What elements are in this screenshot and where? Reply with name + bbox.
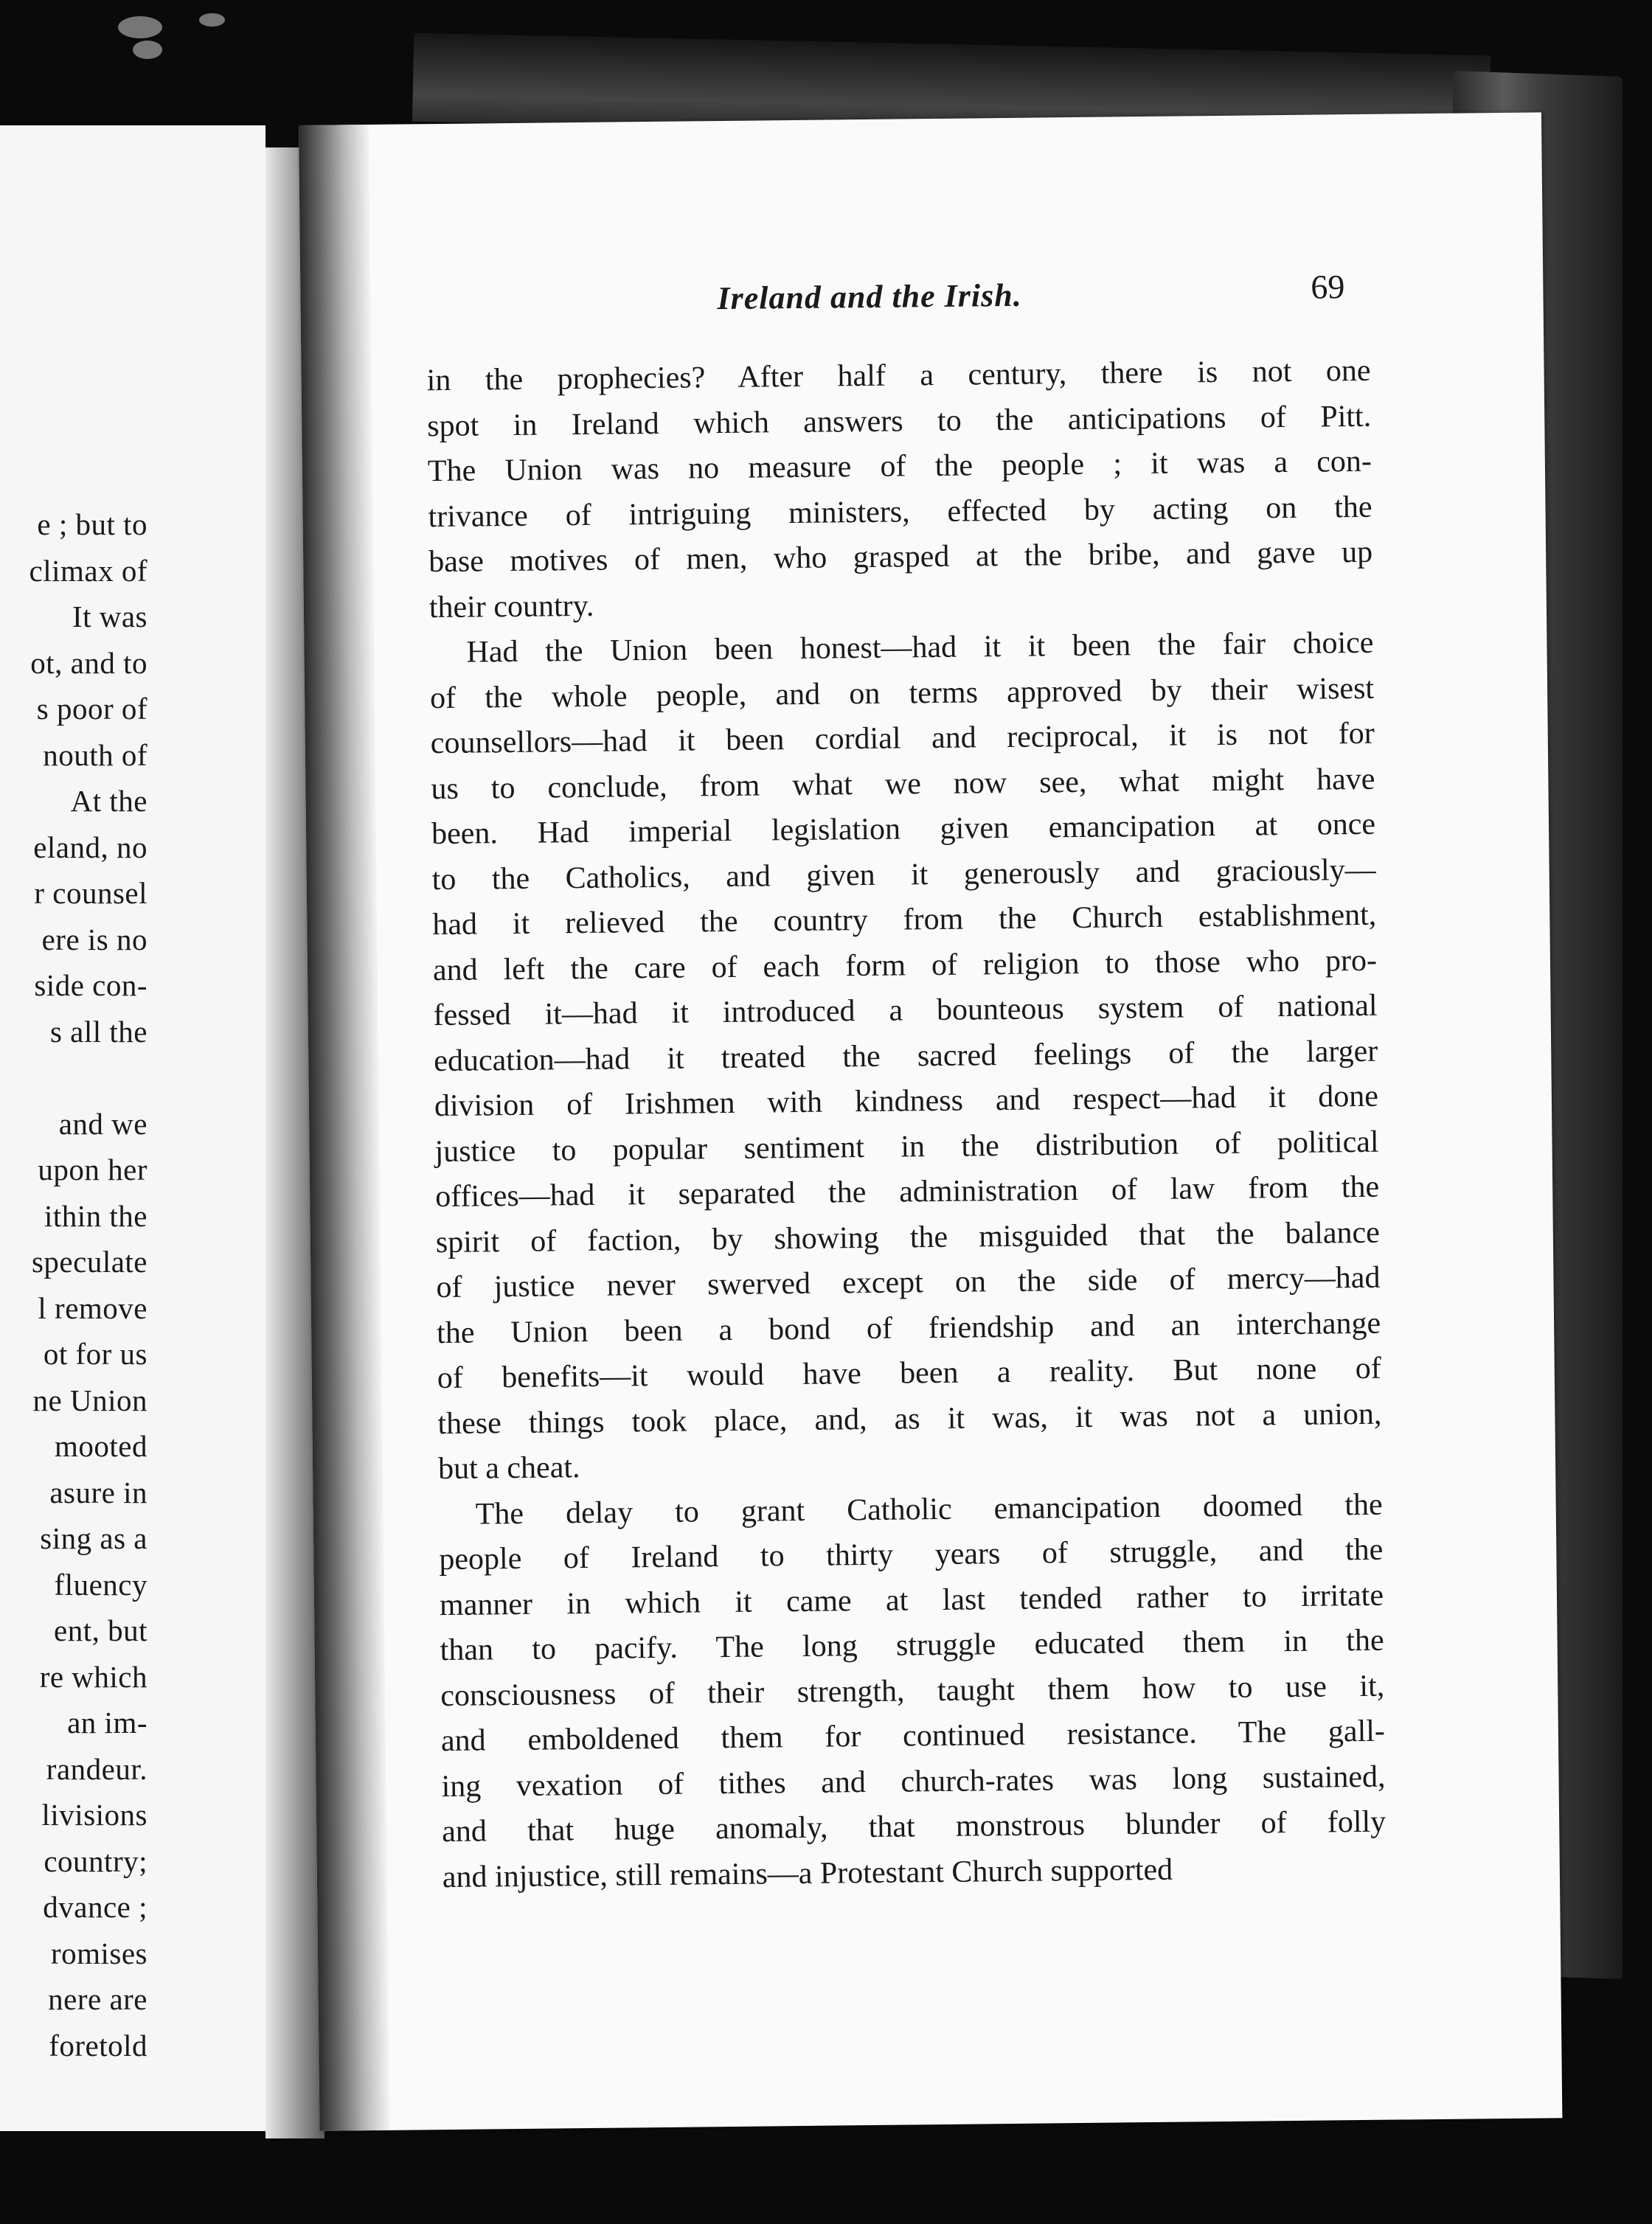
- left-page-line: nere are: [48, 1982, 148, 2016]
- text-line: ing vexation of tithes and church-rates was long sustained,: [441, 1759, 1386, 1804]
- paragraph: [426, 349, 1373, 630]
- text-line: been. Had imperial legislation given emancipation at once: [431, 807, 1376, 852]
- left-page-line: r counsel: [34, 876, 148, 910]
- left-page-line: an im-: [67, 1706, 148, 1740]
- running-head: Ireland and the Irish.: [717, 277, 1022, 317]
- text-line: offices—had it separated the administration of law from the: [434, 1170, 1380, 1214]
- left-page-line: ot, and to: [30, 645, 148, 680]
- left-page-text: [30, 501, 148, 2068]
- text-line: of justice never swerved except on the side of mercy—had: [436, 1260, 1381, 1305]
- text-line: The Union was no measure of the people ; it was a con-: [427, 444, 1372, 489]
- paragraph: [429, 621, 1382, 1492]
- text-line: and that huge anomaly, that monstrous blunder of folly: [442, 1804, 1386, 1849]
- text-line: fessed it—had it introduced a bounteous system of national: [433, 988, 1378, 1033]
- left-page-line: livisions: [41, 1798, 148, 1832]
- left-page-line: [30, 1054, 148, 1101]
- text-line: people of Ireland to thirty years of struggle, and the: [439, 1532, 1384, 1577]
- page-number: 69: [1311, 268, 1345, 306]
- left-page-line: re which: [39, 1659, 148, 1694]
- left-page-line: It was: [72, 600, 148, 633]
- left-page-line: foretold: [49, 2028, 148, 2063]
- left-page-line: s poor of: [36, 692, 148, 726]
- left-page-line: sing as a: [40, 1521, 148, 1555]
- text-line: and emboldened them for continued resistance. The gall-: [440, 1714, 1386, 1759]
- text-line: of the whole people, and on terms approved by their wisest: [429, 671, 1375, 715]
- body-text: [426, 349, 1386, 1900]
- left-page-line: ithin the: [44, 1198, 148, 1233]
- text-line: counsellors—had it been cordial and reciprocal, it is not for: [430, 716, 1375, 761]
- left-page-line: fluency: [54, 1567, 148, 1602]
- text-line: of benefits—it would have been a reality. But none of: [437, 1351, 1381, 1396]
- text-line: Had the Union been honest—had it it been the fair choice: [466, 625, 1374, 670]
- paragraph: [438, 1482, 1386, 1900]
- left-page-line: ere is no: [41, 922, 148, 956]
- left-page: [0, 125, 266, 2131]
- text-line: consciousness of their strength, taught them how to use it,: [440, 1669, 1385, 1713]
- left-page-line: romises: [50, 1936, 148, 1970]
- left-page-line: ne Union: [32, 1383, 148, 1417]
- left-page-line: nouth of: [43, 737, 148, 772]
- dust-speck: [133, 41, 162, 59]
- text-line: to the Catholics, and given it generously and graciously—: [431, 852, 1376, 897]
- text-line: and injustice, still remains—a Protestant Church supported: [442, 1852, 1173, 1894]
- left-page-line: e ; but to: [37, 507, 148, 541]
- text-line: than to pacify. The long struggle educated them in the: [440, 1623, 1384, 1668]
- text-line: base motives of men, who grasped at the bribe, and gave up: [428, 535, 1373, 580]
- left-page-line: s all the: [49, 1014, 148, 1049]
- dust-speck: [199, 13, 225, 27]
- text-line: justice to popular sentiment in the distribution of political: [434, 1125, 1379, 1169]
- text-line: us to conclude, from what we now see, what might have: [431, 762, 1375, 806]
- left-page-line: asure in: [49, 1475, 148, 1509]
- left-page-line: l remove: [38, 1290, 148, 1325]
- left-page-line: ent, but: [54, 1613, 148, 1647]
- left-page-line: side con-: [34, 968, 148, 1002]
- text-line: in the prophecies? After half a century, there is not one: [426, 353, 1371, 398]
- text-line: spot in Ireland which answers to the anticipations of Pitt.: [427, 399, 1372, 443]
- left-page-line: country;: [44, 1844, 148, 1878]
- left-page-line: upon her: [38, 1153, 148, 1186]
- text-line: education—had it treated the sacred feelings of the larger: [434, 1034, 1378, 1078]
- text-line: their country.: [428, 588, 594, 625]
- text-line: had it relieved the country from the Church establishment,: [432, 897, 1377, 942]
- text-line: these things took place, and, as it was, it was not a union,: [437, 1397, 1382, 1441]
- dust-speck: [118, 16, 162, 38]
- left-page-line: ot for us: [43, 1337, 148, 1371]
- right-page: [299, 112, 1562, 2130]
- left-page-line: eland, no: [33, 830, 148, 864]
- text-line: The delay to grant Catholic emancipation doomed the: [475, 1487, 1383, 1532]
- left-page-line: speculate: [31, 1245, 148, 1279]
- left-page-line: dvance ;: [43, 1890, 148, 1924]
- text-line: division of Irishmen with kindness and respect—had it done: [434, 1079, 1379, 1124]
- text-line: the Union been a bond of friendship and an interchange: [436, 1306, 1381, 1350]
- text-line: manner in which it came at last tended rather to irritate: [439, 1578, 1384, 1622]
- left-page-line: mooted: [55, 1429, 148, 1463]
- left-page-line: At the: [70, 784, 148, 818]
- text-line: but a cheat.: [437, 1450, 580, 1487]
- text-line: and left the care of each form of religion to those who pro-: [432, 943, 1378, 987]
- left-page-line: randeur.: [46, 1751, 148, 1786]
- left-page-line: and we: [58, 1106, 148, 1141]
- text-line: trivance of intriguing ministers, effected by acting on the: [428, 490, 1372, 534]
- text-line: spirit of faction, by showing the misguided that the balance: [435, 1215, 1381, 1259]
- left-page-line: climax of: [29, 553, 148, 588]
